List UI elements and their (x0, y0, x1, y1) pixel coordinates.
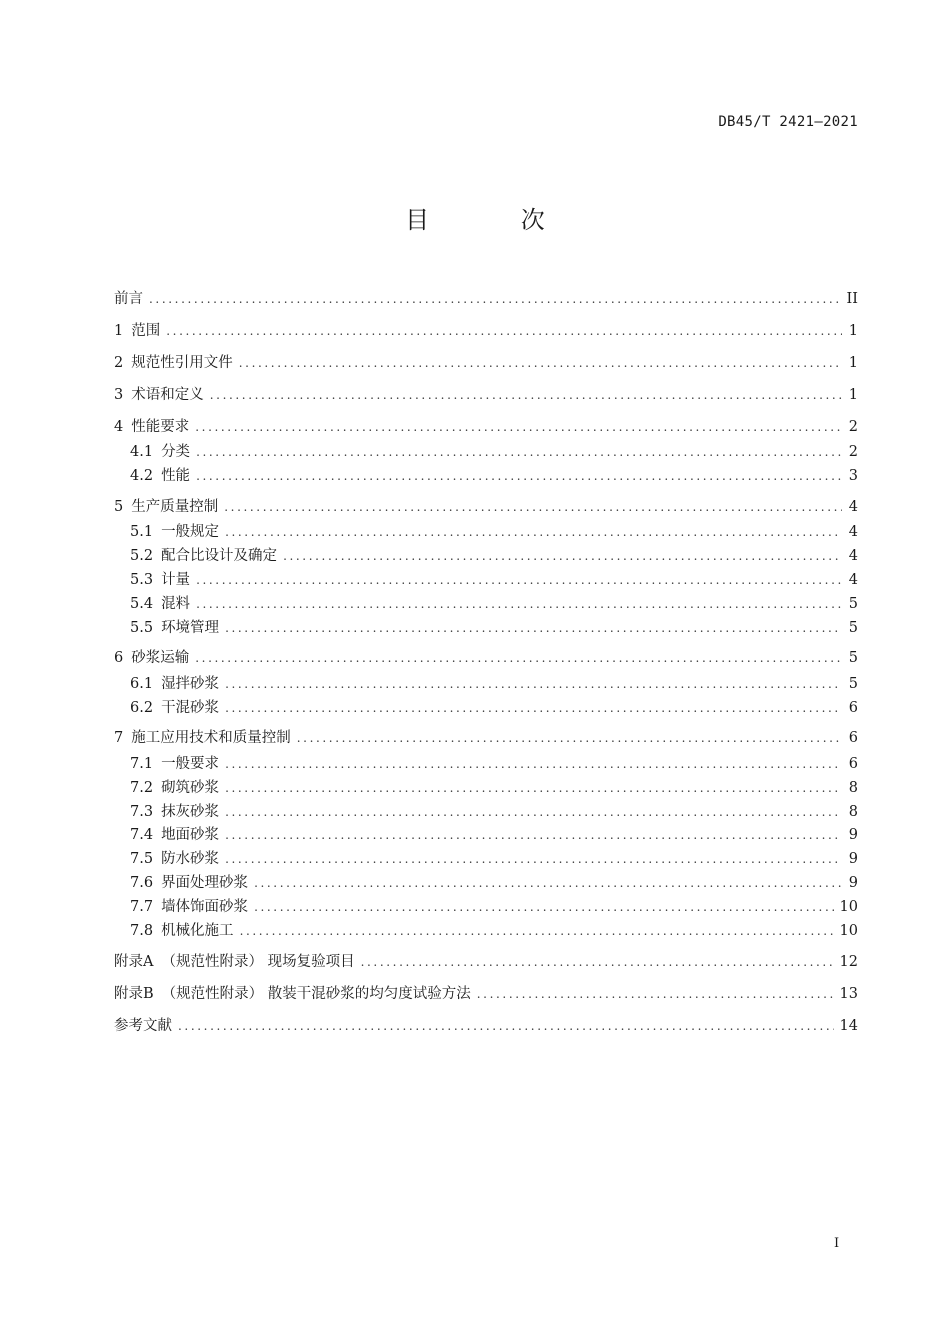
toc-entry-page: 5 (848, 676, 858, 692)
toc-entry-number: 5.5 (130, 620, 154, 636)
toc-entry-title: 砂浆运输 (131, 650, 190, 666)
toc-entry[interactable] (114, 353, 858, 373)
toc-entry-title: 环境管理 (161, 620, 220, 636)
toc-entry-title: 生产质量控制 (131, 499, 219, 515)
toc-entry-page: II (846, 291, 858, 307)
toc-entry-page: 6 (848, 730, 858, 746)
toc-leader-dots (225, 698, 842, 718)
toc-entry[interactable] (130, 897, 858, 917)
toc-entry-title: 干混砂浆 (161, 700, 220, 716)
toc-entry-title: 计量 (161, 572, 191, 588)
toc-entry-page: 1 (848, 387, 858, 403)
toc-leader-dots (196, 466, 842, 486)
toc-entry-number: 5.3 (130, 572, 154, 588)
toc-entry-title: 墙体饰面砂浆 (161, 899, 249, 915)
toc-entry-page: 5 (848, 620, 858, 636)
toc-leader-dots (195, 417, 842, 437)
toc-entry[interactable] (130, 674, 858, 694)
toc-leader-dots (178, 1016, 834, 1036)
toc-entry[interactable] (114, 289, 858, 309)
toc-entry-title: 范围 (131, 323, 161, 339)
toc-leader-dots (225, 849, 842, 869)
toc-entry[interactable] (130, 546, 858, 566)
toc-leader-dots (477, 984, 834, 1004)
toc-entry[interactable] (130, 921, 858, 941)
toc-leader-dots (166, 321, 842, 341)
toc-leader-dots (240, 921, 834, 941)
toc-entry[interactable] (130, 778, 858, 798)
toc-entry-title: 施工应用技术和质量控制 (131, 730, 291, 746)
toc-entry[interactable] (130, 849, 858, 869)
toc-entry[interactable] (130, 754, 858, 774)
toc-entry-title: 性能 (161, 468, 191, 484)
toc-leader-dots (225, 522, 842, 542)
toc-entry-number: 5.2 (130, 548, 154, 564)
toc-entry-page: 3 (848, 468, 858, 484)
toc-entry[interactable] (114, 321, 858, 341)
toc-leader-dots (225, 618, 842, 638)
toc-entry-number: 5 (114, 499, 124, 515)
toc-entry-title: 地面砂浆 (161, 827, 220, 843)
toc-entry[interactable] (114, 952, 858, 972)
toc-leader-dots (225, 754, 842, 774)
toc-entry-page: 8 (848, 780, 858, 796)
toc-leader-dots (224, 497, 842, 517)
toc-entry-number: 7.5 (130, 851, 154, 867)
toc-entry-page: 9 (848, 875, 858, 891)
toc-leader-dots (225, 674, 842, 694)
toc-entry-page: 10 (839, 923, 858, 939)
toc-entry-page: 2 (848, 444, 858, 460)
toc-entry-title: 规范性引用文件 (131, 355, 233, 371)
toc-entry-title: （规范性附录） 散装干混砂浆的均匀度试验方法 (161, 986, 471, 1002)
toc-entry-title: 分类 (161, 444, 191, 460)
toc-entry-page: 12 (839, 954, 858, 970)
toc-entry[interactable] (114, 1016, 858, 1036)
toc-entry-title: 湿拌砂浆 (161, 676, 220, 692)
page-number: I (834, 1236, 840, 1251)
toc-entry[interactable] (130, 570, 858, 590)
toc-entry-page: 10 (839, 899, 858, 915)
document-code: DB45/T 2421—2021 (718, 114, 858, 130)
toc-entry-number: 5.4 (130, 596, 154, 612)
toc-entry[interactable] (130, 802, 858, 822)
toc-entry[interactable] (114, 648, 858, 668)
toc-entry-number: 5.1 (130, 524, 154, 540)
toc-entry-page: 13 (839, 986, 858, 1002)
toc-entry-title: 性能要求 (131, 419, 190, 435)
toc-entry-title: 砌筑砂浆 (161, 780, 220, 796)
toc-entry[interactable] (114, 497, 858, 517)
toc-leader-dots (254, 873, 842, 893)
toc-entry-number: 附录A (114, 954, 154, 970)
toc-entry-title: 防水砂浆 (161, 851, 220, 867)
toc-entry-number: 7.6 (130, 875, 154, 891)
toc-entry-title: 前言 (114, 291, 143, 307)
toc-leader-dots (210, 385, 842, 405)
toc-entry-number: 2 (114, 355, 124, 371)
toc-entry-number: 3 (114, 387, 124, 403)
toc-entry-title: 界面处理砂浆 (161, 875, 249, 891)
toc-entry-page: 8 (848, 804, 858, 820)
toc-entry[interactable] (114, 984, 858, 1004)
toc-entry[interactable] (130, 442, 858, 462)
toc-entry-page: 1 (848, 323, 858, 339)
toc-entry[interactable] (114, 417, 858, 437)
toc-entry-page: 5 (848, 650, 858, 666)
toc-leader-dots (297, 728, 842, 748)
toc-entry-page: 5 (848, 596, 858, 612)
toc-entry-page: 4 (848, 499, 858, 515)
toc-entry-page: 2 (848, 419, 858, 435)
toc-entry-number: 6 (114, 650, 124, 666)
toc-entry-number: 1 (114, 323, 124, 339)
toc-entry-number: 4 (114, 419, 124, 435)
toc-entry-page: 9 (848, 851, 858, 867)
toc-entry[interactable] (130, 618, 858, 638)
toc-entry[interactable] (130, 698, 858, 718)
toc-entry-number: 7.4 (130, 827, 154, 843)
toc-entry-page: 4 (848, 548, 858, 564)
toc-entry-title: 参考文献 (114, 1018, 172, 1034)
toc-entry-number: 附录B (114, 986, 154, 1002)
toc-entry-title: 配合比设计及确定 (161, 548, 278, 564)
toc-entry-number: 7.8 (130, 923, 154, 939)
toc-entry-number: 6.2 (130, 700, 154, 716)
toc-leader-dots (254, 897, 833, 917)
toc-leader-dots (361, 952, 834, 972)
toc-entry-number: 4.2 (130, 468, 154, 484)
toc-leader-dots (149, 289, 841, 309)
toc-entry-page: 6 (848, 700, 858, 716)
toc-leader-dots (283, 546, 842, 566)
toc-entry-page: 14 (839, 1018, 858, 1034)
toc-entry[interactable] (130, 522, 858, 542)
toc-leader-dots (195, 648, 842, 668)
toc-entry-number: 7.1 (130, 756, 154, 772)
toc-entry-page: 4 (848, 524, 858, 540)
toc-leader-dots (225, 825, 842, 845)
toc-entry-page: 4 (848, 572, 858, 588)
toc-entry[interactable] (114, 728, 858, 748)
toc-entry-number: 7.3 (130, 804, 154, 820)
toc-entry[interactable] (130, 594, 858, 614)
toc-entry-number: 7 (114, 730, 124, 746)
toc-entry[interactable] (114, 385, 858, 405)
toc-entry-number: 7.7 (130, 899, 154, 915)
toc-entry-title: 抹灰砂浆 (161, 804, 220, 820)
toc-leader-dots (196, 570, 842, 590)
toc-leader-dots (225, 802, 842, 822)
toc-entry-page: 6 (848, 756, 858, 772)
toc-leader-dots (196, 442, 842, 462)
toc-entry-number: 7.2 (130, 780, 154, 796)
toc-entry-page: 1 (848, 355, 858, 371)
toc-entry-title: 一般要求 (161, 756, 220, 772)
toc-entry-page: 9 (848, 827, 858, 843)
page-title: 目 次 (405, 206, 587, 234)
toc-entry-title: 术语和定义 (131, 387, 204, 403)
toc-entry-title: 机械化施工 (161, 923, 234, 939)
toc-leader-dots (196, 594, 842, 614)
toc-entry-title: （规范性附录） 现场复验项目 (161, 954, 355, 970)
toc-entry-number: 6.1 (130, 676, 154, 692)
toc-entry[interactable] (130, 825, 858, 845)
toc-entry-number: 4.1 (130, 444, 154, 460)
toc-entry-title: 混料 (161, 596, 191, 612)
toc-entry[interactable] (130, 466, 858, 486)
toc-entry[interactable] (130, 873, 858, 893)
toc-leader-dots (225, 778, 842, 798)
toc-leader-dots (239, 353, 842, 373)
toc-entry-title: 一般规定 (161, 524, 220, 540)
